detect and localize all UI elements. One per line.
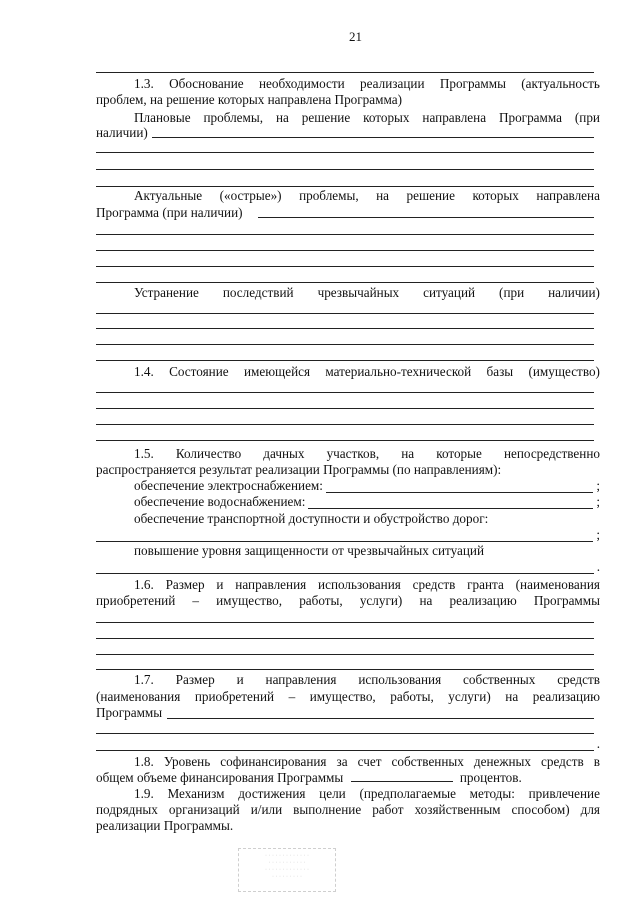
word: (наименования (515, 577, 600, 592)
word: на (505, 689, 519, 704)
page-number: 21 (349, 29, 362, 44)
faint-stamp (238, 848, 336, 892)
answer-line[interactable] (96, 266, 594, 267)
word: привлечение (528, 786, 600, 801)
word: (при (574, 110, 600, 125)
stamp-line: · · · · · · · · · (272, 874, 302, 880)
word: имущество, (216, 593, 283, 608)
section-1-7-heading-line2 (96, 689, 600, 704)
section-1-9-line1 (96, 786, 600, 801)
safety-label: повышение уровня защищенности от чрезвычайных ситуаций (134, 543, 485, 558)
word: Количество (175, 446, 242, 461)
stamp-line: · · · · · · · · · · · · · (265, 853, 309, 859)
answer-line[interactable] (96, 186, 594, 187)
word: 1.4. (134, 364, 154, 379)
word: реализацию (449, 593, 517, 608)
word: работ (372, 802, 404, 817)
answer-line[interactable] (96, 638, 594, 639)
section-1-5-heading-line2: распространяется результат реализации Программы (по направлениям): (96, 462, 502, 477)
word: 1.8. (134, 754, 154, 769)
word: на (401, 446, 415, 461)
section-1-7-input[interactable] (167, 718, 594, 719)
answer-line[interactable] (96, 739, 594, 751)
word: которые (436, 446, 482, 461)
answer-line[interactable] (96, 344, 594, 345)
planned-problems-input[interactable] (152, 137, 594, 138)
word: и (216, 577, 224, 592)
semicolon: ; (596, 494, 600, 509)
section-1-4-heading (96, 364, 600, 379)
emergency-heading (96, 285, 600, 300)
word: использования (358, 672, 442, 687)
answer-line[interactable] (96, 669, 594, 670)
word: приобретений (96, 593, 176, 608)
word: направлена (422, 110, 487, 125)
answer-line[interactable] (96, 250, 594, 251)
word: на (275, 110, 289, 125)
section-1-6-heading-line1 (96, 577, 600, 592)
word: Уровень (163, 754, 211, 769)
word: Размер (165, 577, 205, 592)
word: 1.6. (134, 577, 154, 592)
answer-line[interactable] (96, 622, 594, 623)
section-1-3-heading-line2: проблем, на решение которых направлена Программа) (96, 92, 402, 107)
word: средств (541, 754, 584, 769)
word: 1.9. (134, 786, 154, 801)
answer-line[interactable] (96, 408, 594, 409)
top-rule (96, 72, 594, 73)
word: реализацию (532, 689, 600, 704)
word: использования (318, 577, 401, 592)
word: необходимости (258, 76, 345, 91)
word: направления (265, 672, 337, 687)
answer-line[interactable] (96, 234, 594, 235)
answer-line[interactable] (96, 392, 594, 393)
word: Размер (175, 672, 215, 687)
section-1-7-last-row (96, 736, 600, 751)
word: выполнение (293, 802, 362, 817)
word: наличии) (548, 285, 600, 300)
answer-line[interactable] (96, 654, 594, 655)
safety-input[interactable] (96, 562, 594, 574)
answer-line[interactable] (96, 169, 594, 170)
stamp-line: · · · · · · · · · · · · · (265, 867, 309, 873)
word: имущество, (309, 689, 376, 704)
word: цели (319, 786, 346, 801)
word: средств (412, 577, 456, 592)
word: и (236, 672, 244, 687)
word: проблемы, (203, 110, 264, 125)
answer-line[interactable] (96, 360, 594, 361)
word: (при (499, 285, 525, 300)
cofinancing-percent-input[interactable] (351, 770, 453, 782)
word: средств (557, 672, 600, 687)
water-row (96, 494, 600, 509)
word: дачных (263, 446, 305, 461)
section-1-6-heading-line2 (96, 593, 600, 608)
word: и/или (250, 802, 283, 817)
electricity-row (96, 478, 600, 493)
word: участков, (326, 446, 380, 461)
word: чрезвычайных (317, 285, 400, 300)
word: (наименования (96, 689, 181, 704)
word: базы (486, 364, 514, 379)
word: в (593, 754, 600, 769)
answer-line[interactable] (96, 282, 594, 283)
word: Программы (439, 76, 506, 91)
word: работы, (299, 593, 343, 608)
section-1-8-line1 (96, 754, 600, 769)
word: на (376, 188, 390, 203)
word: работы, (390, 689, 434, 704)
section-1-8-line2 (96, 770, 600, 785)
word: проблемы, (299, 188, 359, 203)
word: 1.3. (134, 76, 154, 91)
word: за (336, 754, 348, 769)
word: – (288, 689, 296, 704)
word: которых (472, 188, 519, 203)
answer-line[interactable] (96, 328, 594, 329)
planned-problems-line2: наличии) (96, 125, 148, 140)
word: на (419, 593, 433, 608)
cofinancing-label: общем объеме финансирования Программы (96, 770, 344, 785)
word: Плановые (134, 110, 191, 125)
semicolon: ; (596, 478, 600, 493)
answer-line[interactable] (96, 152, 594, 153)
word: имеющейся (243, 364, 311, 379)
word: (предполагаемые (359, 786, 456, 801)
acute-problems-line2: Программа (при наличии) (96, 205, 243, 220)
word: Программы (533, 593, 600, 608)
answer-line[interactable] (96, 424, 594, 425)
period: . (596, 736, 600, 751)
word: которых (363, 110, 410, 125)
word: последствий (222, 285, 294, 300)
period: . (596, 559, 600, 574)
word: денежных (473, 754, 532, 769)
word: Обоснование (169, 76, 244, 91)
percent-unit: процентов. (459, 770, 522, 785)
word: собственных (391, 754, 464, 769)
word: Механизм (167, 786, 225, 801)
section-1-7-heading-line1 (96, 672, 600, 687)
answer-line[interactable] (96, 313, 594, 314)
word: Актуальные (134, 188, 203, 203)
section-1-7-heading-line3: Программы (96, 705, 163, 720)
planned-problems-line1 (96, 110, 600, 125)
word: («острые») (219, 188, 282, 203)
section-1-9-line2 (96, 802, 600, 817)
word: собственных (463, 672, 536, 687)
transport-input[interactable] (96, 530, 593, 542)
water-label: обеспечение водоснабжением: (134, 494, 306, 509)
word: достижения (238, 786, 306, 801)
word: материально-технической (325, 364, 472, 379)
transport-input-row (96, 527, 600, 542)
word: хозяйственным (414, 802, 501, 817)
word: ситуаций (423, 285, 476, 300)
word: решение (301, 110, 351, 125)
word: приобретений (194, 689, 275, 704)
word: 1.7. (134, 672, 154, 687)
section-1-9-line3: реализации Программы. (96, 818, 234, 833)
word: софинансирования (220, 754, 327, 769)
section-1-5-heading-line1 (96, 446, 600, 461)
word: (имущество) (528, 364, 600, 379)
word: методы: (469, 786, 515, 801)
acute-problems-line1 (96, 188, 600, 203)
word: способом) (511, 802, 570, 817)
electricity-label: обеспечение электроснабжением: (134, 478, 323, 493)
word: услуги) (359, 593, 403, 608)
word: подрядных (96, 802, 158, 817)
answer-line[interactable] (96, 733, 594, 734)
word: Устранение (134, 285, 199, 300)
water-input[interactable] (308, 497, 593, 509)
stamp-line: · · · · · · · · · · · (268, 860, 306, 866)
section-1-3-heading-line1 (96, 76, 600, 91)
semicolon: ; (596, 527, 600, 542)
word: направлена (536, 188, 600, 203)
word: – (192, 593, 199, 608)
transport-label: обеспечение транспортной доступности и обустройство дорог: (134, 511, 489, 526)
word: непосредственно (503, 446, 600, 461)
word: гранта (467, 577, 504, 592)
acute-problems-input[interactable] (258, 217, 594, 218)
word: услуги) (448, 689, 491, 704)
word: Программа (498, 110, 562, 125)
word: организаций (168, 802, 240, 817)
word: (актуальность (521, 76, 600, 91)
word: реализации (360, 76, 425, 91)
word: Состояние (169, 364, 229, 379)
safety-input-row (96, 559, 600, 574)
word: для (580, 802, 600, 817)
word: решение (406, 188, 455, 203)
word: 1.5. (134, 446, 154, 461)
answer-line[interactable] (96, 440, 594, 441)
electricity-input[interactable] (326, 481, 593, 493)
word: счет (357, 754, 382, 769)
word: направления (235, 577, 307, 592)
